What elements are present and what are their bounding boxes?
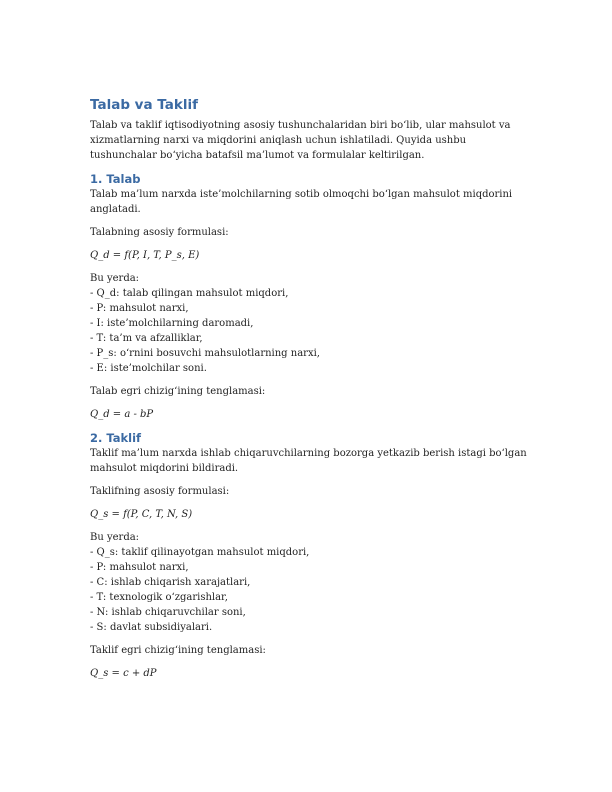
list-item: - C: ishlab chiqarish xarajatlari, (90, 577, 251, 588)
list-item: - P_s: o‘rnini bosuvchi mahsulotlarning narxi, (90, 348, 320, 359)
taklif-formula-label: Taklifning asosiy formulasi: (90, 486, 230, 497)
list-item: - T: texnologik o‘zgarishlar, (90, 592, 228, 603)
list-item: - P: mahsulot narxi, (90, 303, 189, 314)
taklif-description: Taklif ma’lum narxda ishlab chiqaruvchilarning bozorga yetkazib berish istagi bo‘lgan mahsulot miqdorini bildiradi. (90, 448, 527, 474)
list-item: - T: ta’m va afzalliklar, (90, 333, 203, 344)
list-item: - N: ishlab chiqaruvchilar soni, (90, 607, 246, 618)
talab-curve-label: Talab egri chizig‘ining tenglamasi: (90, 386, 266, 397)
talab-formula: Q_d = f(P, I, T, P_s, E) (90, 250, 200, 261)
talab-curve-formula: Q_d = a - bP (90, 409, 154, 420)
list-item: - S: davlat subsidiyalari. (90, 622, 213, 633)
talab-description: Talab ma’lum narxda iste’molchilarning sotib olmoqchi bo‘lgan mahsulot miqdorini anglatadi. (90, 189, 513, 215)
list-item: - Q_d: talab qilingan mahsulot miqdori, (90, 288, 289, 299)
talab-variable-list (90, 286, 530, 376)
list-item: - E: iste’molchilar soni. (90, 363, 207, 374)
section-heading-taklif: 2. Taklif (90, 431, 142, 445)
taklif-variable-list (90, 545, 530, 635)
taklif-formula: Q_s = f(P, C, T, N, S) (90, 509, 193, 520)
list-item: - Q_s: taklif qilinayotgan mahsulot miqdori, (90, 547, 310, 558)
taklif-where-label: Bu yerda: (90, 532, 140, 543)
section-heading-talab: 1. Talab (90, 172, 141, 186)
intro-paragraph: Talab va taklif iqtisodiyotning asosiy tushunchalaridan biri bo‘lib, ular mahsulot va xizmatlarning narxi va miqdorini aniqlash uchun ishlatiladi. Quyida ushbu tushunchalar bo‘yicha batafsil ma’lumot va formulalar keltirilgan. (90, 120, 511, 161)
document-title: Talab va Taklif (90, 97, 198, 113)
talab-formula-label: Talabning asosiy formulasi: (90, 227, 229, 238)
list-item: - P: mahsulot narxi, (90, 562, 189, 573)
taklif-curve-label: Taklif egri chizig‘ining tenglamasi: (90, 645, 266, 656)
list-item: - I: iste’molchilarning daromadi, (90, 318, 254, 329)
talab-where-label: Bu yerda: (90, 273, 140, 284)
taklif-curve-formula: Q_s = c + dP (90, 668, 157, 679)
document-page (90, 96, 530, 689)
